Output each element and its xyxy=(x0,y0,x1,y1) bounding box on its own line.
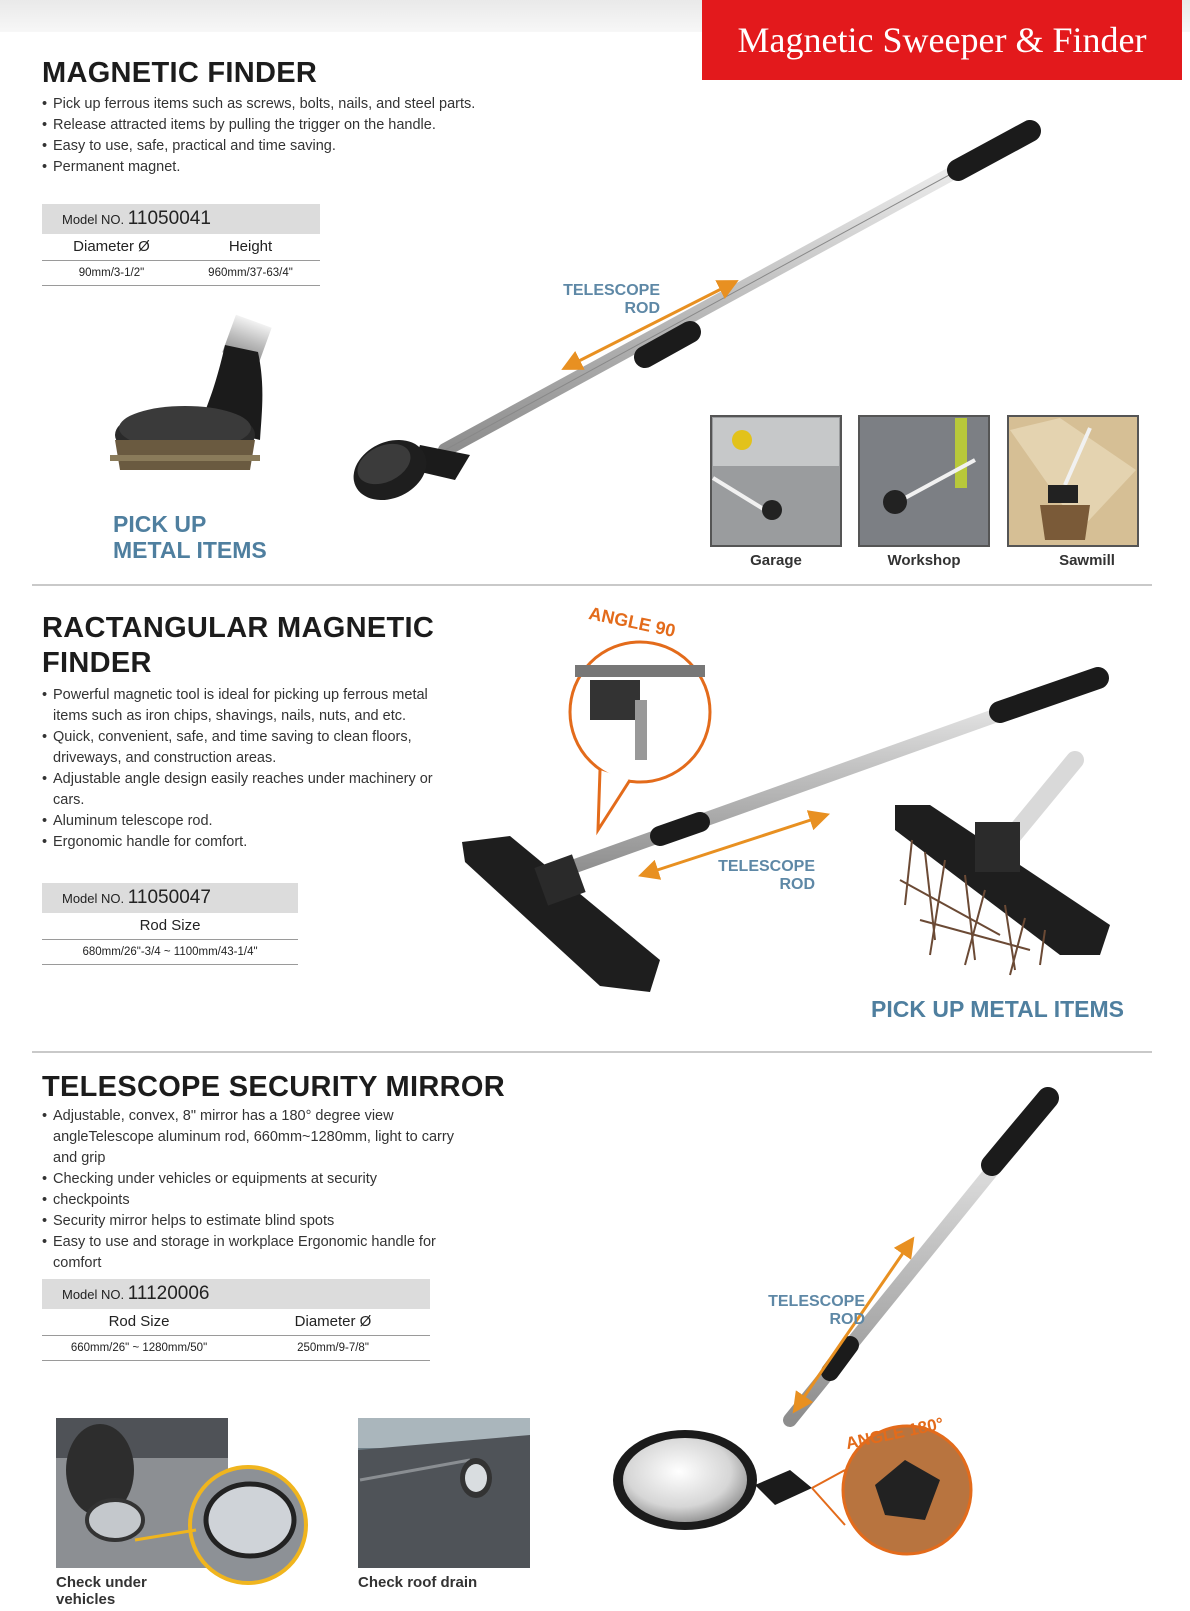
telescope-label-line1: TELESCOPE xyxy=(768,1293,865,1310)
feature-item: • Permanent magnet. xyxy=(42,157,512,178)
telescope-rod-label-3 xyxy=(745,1293,865,1329)
model-label: Model NO. xyxy=(62,891,125,906)
angle-180-label: ANGLE 180° xyxy=(844,1413,946,1454)
page-banner: Magnetic Sweeper & Finder xyxy=(702,0,1182,80)
angle-90-label: ANGLE 90 xyxy=(586,603,678,641)
caption-check-roof-drain: Check roof drain xyxy=(358,1574,478,1591)
value-diameter: 90mm/3-1/2" xyxy=(78,267,145,279)
photo-check-roof-drain xyxy=(358,1418,530,1568)
value-rod-size: 680mm/26"-3/4 ~ 1100mm/43-1/4" xyxy=(82,946,258,958)
callout-line1: PICK UP xyxy=(113,511,207,537)
section-title-security-mirror: TELESCOPE SECURITY MIRROR xyxy=(42,1071,505,1103)
pick-up-callout-2: PICK UP METAL ITEMS xyxy=(871,996,1125,1022)
telescope-label-line1: TELESCOPE xyxy=(563,282,660,299)
title-line2: FINDER xyxy=(42,646,152,679)
section-title-magnetic-finder: MAGNETIC FINDER xyxy=(42,57,318,89)
title-line1: RACTANGULAR MAGNETIC xyxy=(42,612,435,644)
feature-item: • Quick, convenient, safe, and time saving to clean floors, driveways, and construction areas. xyxy=(42,727,442,769)
caption-check-under-vehicles xyxy=(56,1574,147,1608)
feature-item: • Ergonomic handle for comfort. xyxy=(42,832,442,853)
model-number: 11120006 xyxy=(127,1283,210,1304)
feature-item: • Adjustable, convex, 8" mirror has a 180° degree view angleTelescope aluminum rod, 660mm~1280mm, light to carry and grip xyxy=(42,1106,462,1169)
model-label: Model NO. xyxy=(62,212,125,227)
model-label: Model NO. xyxy=(62,1287,125,1302)
value-rod-size: 660mm/26" ~ 1280mm/50" xyxy=(70,1342,208,1354)
caption-garage: Garage xyxy=(750,552,802,569)
caption-sawmill: Sawmill xyxy=(1059,552,1115,569)
column-header-rod-size: Rod Size xyxy=(139,917,201,934)
telescope-label-line2: ROD xyxy=(779,876,815,893)
value-height: 960mm/37-63/4" xyxy=(208,267,293,279)
feature-item: • Easy to use and storage in workplace Ergonomic handle for comfort xyxy=(42,1232,462,1274)
feature-item: • Adjustable angle design easily reaches under machinery or cars. xyxy=(42,769,442,811)
telescope-label-line2: ROD xyxy=(829,1311,865,1328)
caption-line2: vehicles xyxy=(56,1591,116,1608)
model-number: 11050047 xyxy=(127,887,211,908)
column-header-diameter: Diameter Ø xyxy=(73,238,150,255)
caption-workshop: Workshop xyxy=(887,552,961,569)
column-header-height: Height xyxy=(228,238,273,255)
feature-item: • Easy to use, safe, practical and time saving. xyxy=(42,136,512,157)
telescope-label-line2: ROD xyxy=(624,300,660,317)
feature-item: • Security mirror helps to estimate blind spots xyxy=(42,1211,462,1232)
telescope-label-line1: TELESCOPE xyxy=(718,858,815,875)
callout-line2: METAL ITEMS xyxy=(113,537,267,563)
feature-item: • Aluminum telescope rod. xyxy=(42,811,442,832)
feature-item: • Release attracted items by pulling the trigger on the handle. xyxy=(42,115,512,136)
feature-item: • Checking under vehicles or equipments at security xyxy=(42,1169,462,1190)
value-diameter: 250mm/9-7/8" xyxy=(297,1342,369,1354)
feature-item: • checkpoints xyxy=(42,1190,462,1211)
column-header-diameter: Diameter Ø xyxy=(294,1313,372,1330)
photo-check-under-vehicles xyxy=(56,1418,306,1583)
feature-item: • Powerful magnetic tool is ideal for picking up ferrous metal items such as iron chips, shavings, nails, nuts, and etc. xyxy=(42,685,442,727)
caption-line1: Check under xyxy=(56,1574,147,1591)
feature-item: • Pick up ferrous items such as screws, bolts, nails, and steel parts. xyxy=(42,94,512,115)
model-number: 11050041 xyxy=(127,208,211,229)
column-header-rod-size: Rod Size xyxy=(108,1313,170,1330)
